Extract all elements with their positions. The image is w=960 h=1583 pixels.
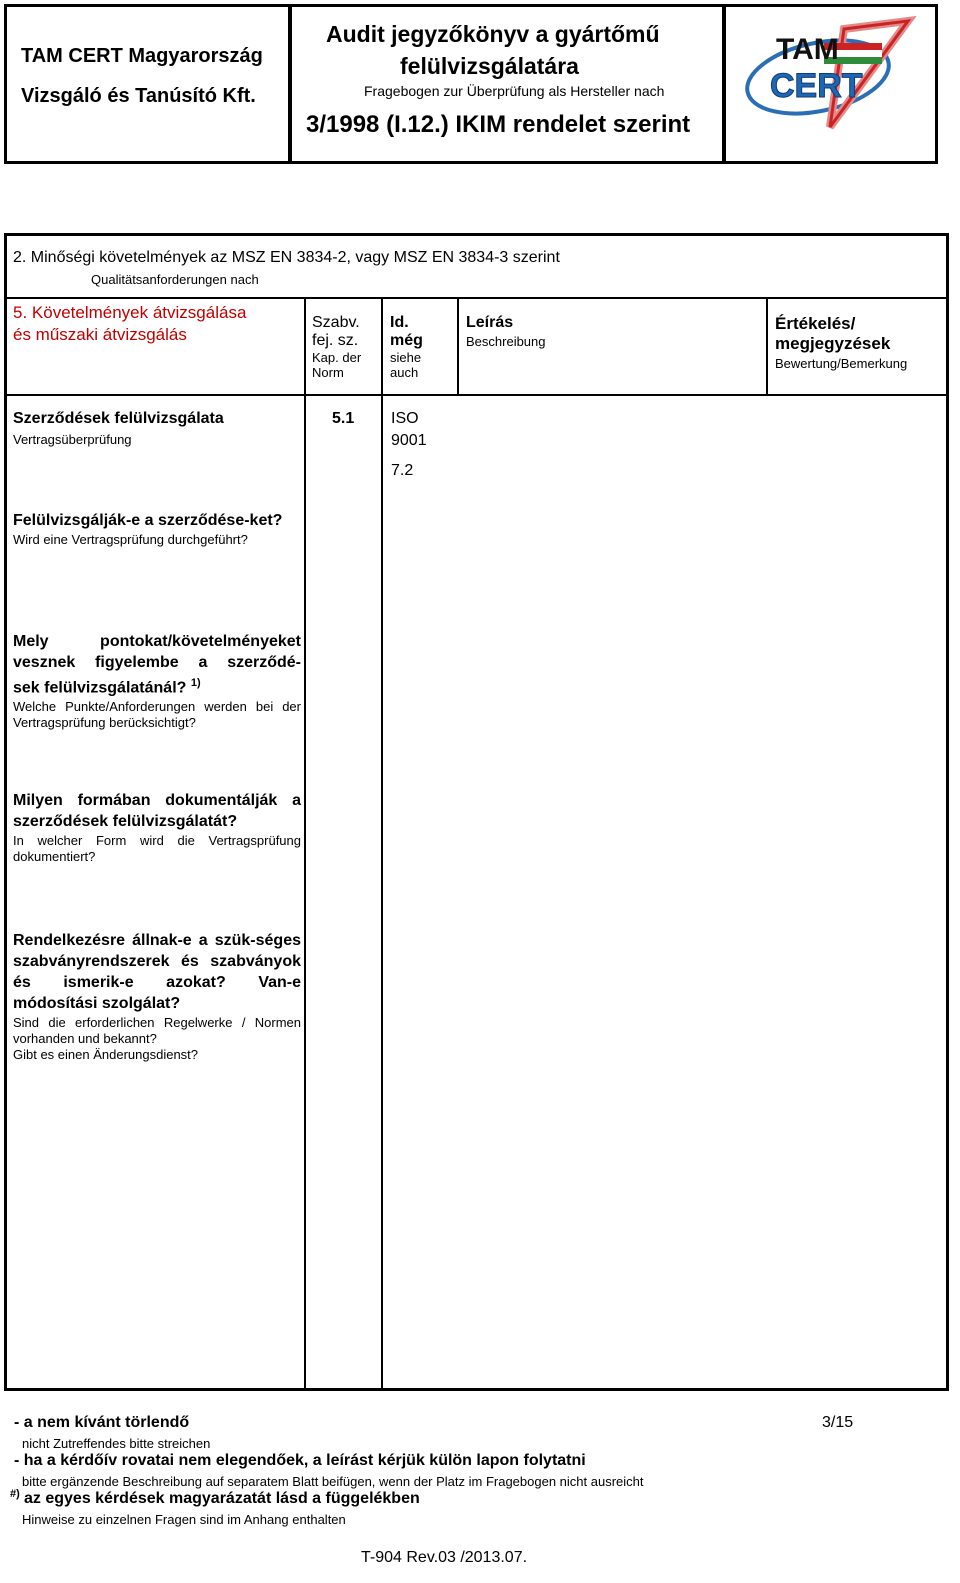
footnote-marker: 1) [190, 677, 201, 689]
column-divider [766, 298, 768, 395]
company-subtitle: Vizsgáló és Tanúsító Kft. [21, 85, 256, 107]
column-header-chapter [312, 314, 378, 380]
logo-text-tam: TAM [776, 33, 839, 66]
company-name: TAM CERT Magyarország [21, 45, 263, 67]
header-title-box [289, 4, 725, 164]
standard-reference-line3: 7.2 [391, 462, 414, 479]
column-header-reference-line2: még [390, 332, 423, 349]
question-1-de: Wird eine Vertragsprüfung durchgeführt? [13, 532, 248, 547]
page-number: 3/15 [822, 1414, 854, 1431]
footnote-strike-de: nicht Zutreffendes bitte streichen [22, 1436, 211, 1451]
column-header-reference-de1: siehe [390, 350, 422, 365]
document-title-line2: felülvizsgálatára [400, 53, 579, 79]
column-header-description-de: Beschreibung [466, 334, 546, 349]
document-subtitle-de: Fragebogen zur Überprüfung als Hersteller nach [364, 83, 665, 99]
column-header-evaluation-de: Bewertung/Bemerkung [775, 356, 908, 371]
column-header-chapter-line1: Szabv. [312, 314, 360, 331]
column-header-description [466, 314, 546, 349]
footnote-strike: - a nem kívánt törlendő [14, 1414, 190, 1431]
column-header-requirements [13, 302, 299, 346]
document-code: T-904 Rev.03 /2013.07. [361, 1549, 528, 1566]
column-header-chapter-de1: Kap. der [312, 350, 362, 365]
divider [7, 297, 946, 299]
document-title-line1: Audit jegyzőkönyv a gyártőmű [326, 21, 660, 47]
subsection-title-de: Vertragsüberprüfung [13, 432, 132, 447]
footnote-continue: - ha a kérdőív rovatai nem elegendőek, a leírást kérjük külön lapon folytatni [14, 1452, 586, 1469]
question-4-de-line2: Gibt es einen Änderungsdienst? [13, 1047, 199, 1062]
question-2-hu-line1: Mely pontokat/követelményeket [13, 633, 301, 650]
footnote-continue-de: bitte ergänzende Beschreibung auf separatem Blatt beifügen, wenn der Platz im Fragebogen nicht ausreicht [22, 1474, 644, 1489]
column-divider [381, 298, 383, 1388]
subsection-title: Szerződések felülvizsgálata [13, 410, 224, 427]
header-company-box [4, 4, 291, 164]
column-header-chapter-line2: fej. sz. [312, 332, 359, 349]
header-logo-box [723, 4, 938, 164]
column-divider [457, 298, 459, 395]
column-divider [304, 298, 306, 1388]
question-4 [13, 930, 301, 1063]
tam-cert-logo [726, 7, 935, 161]
question-1-hu: Felülvizsgálják-e a szerződése-ket? [13, 512, 283, 529]
footnote-appendix: az egyes kérdések magyarázatát lásd a függelékben [24, 1490, 420, 1507]
regulation-reference: 3/1998 (I.12.) IKIM rendelet szerint [306, 111, 691, 138]
logo-text-cert: CERT [770, 67, 863, 105]
column-header-chapter-de2: Norm [312, 365, 344, 380]
standard-reference [391, 408, 427, 482]
question-1 [13, 510, 301, 548]
question-2-hu-line3: sek felülvizsgálatánál? [13, 679, 187, 697]
column-header-evaluation-line1: Értékelés/ [775, 314, 856, 333]
chapter-number: 5.1 [332, 410, 355, 427]
standard-reference-line1: ISO [391, 410, 419, 427]
footnote-appendix-de: Hinweise zu einzelnen Fragen sind im Anhang enthalten [22, 1512, 346, 1527]
column-header-reference-line1: Id. [390, 314, 409, 331]
column-header-evaluation-line2: megjegyzések [775, 334, 891, 353]
divider [7, 394, 946, 396]
question-3-hu: Milyen formában dokumentálják a szerződések felülvizsgálatát? [13, 792, 301, 830]
question-2 [13, 631, 301, 731]
question-2-de: Welche Punkte/Anforderungen werden bei der Vertragsprüfung berücksichtigt? [13, 699, 301, 731]
footnote-hash-marker: #) [10, 1488, 20, 1500]
question-2-hu-line2: vesznek figyelembe a szerződé- [13, 654, 301, 671]
column-header-reference [390, 314, 454, 380]
question-4-de-line1: Sind die erforderlichen Regelwerke / Normen vorhanden und bekannt? [13, 1015, 301, 1046]
section-subtitle: Qualitätsanforderungen nach [91, 272, 259, 287]
section-title: 2. Minőségi követelmények az MSZ EN 3834-2, vagy MSZ EN 3834-3 szerint [13, 249, 560, 266]
question-3-de: In welcher Form wird die Vertragsprüfung dokumentiert? [13, 833, 301, 864]
question-4-hu: Rendelkezésre állnak-e a szük-séges szabványrendszerek és szabványok és ismerik-e azokat? Van-e módosítási szolgálat? [13, 932, 301, 1012]
question-3 [13, 790, 301, 865]
column-header-reference-de2: auch [390, 365, 419, 380]
standard-reference-line2: 9001 [391, 432, 427, 449]
column-header-requirements-line1: 5. Követelmények átvizsgálása [13, 303, 247, 322]
requirements-table [4, 233, 949, 1391]
column-header-evaluation [775, 314, 907, 371]
column-header-requirements-line2: és műszaki átvizsgálás [13, 325, 187, 344]
column-header-description-label: Leírás [466, 314, 514, 331]
